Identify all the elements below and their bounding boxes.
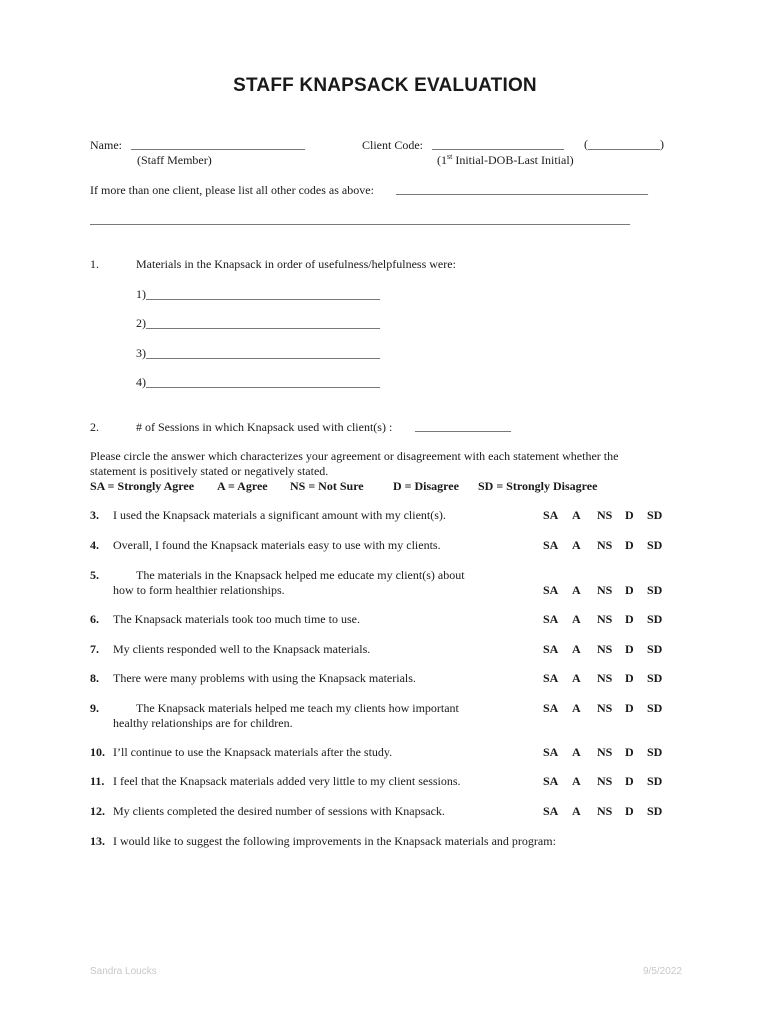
- legend-strongly-disagree: SD = Strongly Disagree: [478, 479, 598, 493]
- scale-option-sa[interactable]: SA: [543, 642, 559, 656]
- scale-option-sd[interactable]: SD: [647, 745, 663, 759]
- scale-option-a[interactable]: A: [572, 745, 581, 759]
- statement-number: 3.: [90, 508, 99, 522]
- client-code-blank[interactable]: ______________________: [432, 137, 564, 151]
- scale-option-sd[interactable]: SD: [647, 508, 663, 522]
- scale-option-sa[interactable]: SA: [543, 701, 559, 715]
- client-code-label: Client Code:: [362, 138, 423, 152]
- question-2-text: # of Sessions in which Knapsack used with client(s) :: [136, 420, 393, 434]
- legend-not-sure: NS = Not Sure: [290, 479, 364, 493]
- scale-option-d[interactable]: D: [625, 508, 634, 522]
- instructions-line-2: statement is positively stated or negatively stated.: [90, 464, 329, 478]
- legend-agree: A = Agree: [217, 479, 268, 493]
- material-line-1[interactable]: 1)_______________________________________: [136, 287, 380, 301]
- other-clients-line[interactable]: __________________________________________________________________________________________: [90, 212, 630, 226]
- statement-number: 5.: [90, 568, 99, 582]
- statement-text-continued: healthy relationships are for children.: [113, 716, 293, 730]
- scale-option-sa[interactable]: SA: [543, 774, 559, 788]
- scale-option-a[interactable]: A: [572, 774, 581, 788]
- statement-text: I used the Knapsack materials a significant amount with my client(s).: [113, 508, 446, 522]
- scale-option-ns[interactable]: NS: [597, 774, 613, 788]
- statement-text: My clients completed the desired number of sessions with Knapsack.: [113, 804, 445, 818]
- scale-option-a[interactable]: A: [572, 701, 581, 715]
- scale-option-sd[interactable]: SD: [647, 804, 663, 818]
- statement-text: Overall, I found the Knapsack materials easy to use with my clients.: [113, 538, 441, 552]
- page-title: STAFF KNAPSACK EVALUATION: [233, 75, 537, 96]
- scale-option-a[interactable]: A: [572, 612, 581, 626]
- statement-number: 4.: [90, 538, 99, 552]
- legend-strongly-agree: SA = Strongly Agree: [90, 479, 195, 493]
- instructions-line-1: Please circle the answer which characterizes your agreement or disagreement with each statement whether the: [90, 449, 619, 463]
- statement-text: I feel that the Knapsack materials added very little to my client sessions.: [113, 774, 461, 788]
- statement-number: 7.: [90, 642, 99, 656]
- question-1-text: Materials in the Knapsack in order of usefulness/helpfulness were:: [136, 257, 456, 271]
- question-1-number: 1.: [90, 257, 99, 271]
- statement-text: My clients responded well to the Knapsack materials.: [113, 642, 371, 656]
- scale-option-a[interactable]: A: [572, 671, 581, 685]
- scale-option-sd[interactable]: SD: [647, 701, 663, 715]
- question-13-number: 13.: [90, 834, 105, 848]
- name-label: Name:: [90, 138, 122, 152]
- scale-option-d[interactable]: D: [625, 774, 634, 788]
- footer-date: 9/5/2022: [643, 966, 682, 977]
- scale-option-ns[interactable]: NS: [597, 701, 613, 715]
- footer-author: Sandra Loucks: [90, 966, 157, 977]
- client-code-sublabel: (1st Initial-DOB-Last Initial): [437, 152, 574, 167]
- statement-text: The materials in the Knapsack helped me educate my client(s) about: [136, 568, 465, 582]
- scale-option-ns[interactable]: NS: [597, 671, 613, 685]
- statement-number: 11.: [90, 774, 105, 788]
- scale-option-a[interactable]: A: [572, 508, 581, 522]
- scale-option-sa[interactable]: SA: [543, 508, 559, 522]
- scale-option-d[interactable]: D: [625, 745, 634, 759]
- statement-text: The Knapsack materials helped me teach my clients how important: [136, 701, 459, 715]
- scale-option-d[interactable]: D: [625, 538, 634, 552]
- scale-option-d[interactable]: D: [625, 642, 634, 656]
- scale-option-a[interactable]: A: [572, 804, 581, 818]
- scale-option-ns[interactable]: NS: [597, 538, 613, 552]
- legend-disagree: D = Disagree: [393, 479, 459, 493]
- scale-option-a[interactable]: A: [572, 642, 581, 656]
- scale-option-ns[interactable]: NS: [597, 508, 613, 522]
- material-line-2[interactable]: 2)_______________________________________: [136, 316, 380, 330]
- statement-number: 12.: [90, 804, 105, 818]
- other-clients-label: If more than one client, please list all other codes as above:: [90, 183, 374, 197]
- scale-option-d[interactable]: D: [625, 701, 634, 715]
- scale-option-ns[interactable]: NS: [597, 642, 613, 656]
- scale-option-sd[interactable]: SD: [647, 612, 663, 626]
- statement-number: 9.: [90, 701, 99, 715]
- scale-option-d[interactable]: D: [625, 671, 634, 685]
- sessions-blank[interactable]: ________________: [415, 419, 511, 433]
- scale-option-sa[interactable]: SA: [543, 671, 559, 685]
- scale-option-ns[interactable]: NS: [597, 804, 613, 818]
- scale-option-sd[interactable]: SD: [647, 671, 663, 685]
- scale-option-d[interactable]: D: [625, 612, 634, 626]
- question-13-text: I would like to suggest the following improvements in the Knapsack materials and program:: [113, 834, 556, 848]
- name-sublabel: (Staff Member): [137, 153, 212, 167]
- scale-option-sd[interactable]: SD: [647, 642, 663, 656]
- client-code-paren-blank[interactable]: (____________): [584, 137, 664, 151]
- scale-option-sa[interactable]: SA: [543, 583, 559, 597]
- question-2-number: 2.: [90, 420, 99, 434]
- material-line-4[interactable]: 4)_______________________________________: [136, 375, 380, 389]
- scale-option-sd[interactable]: SD: [647, 583, 663, 597]
- scale-option-ns[interactable]: NS: [597, 612, 613, 626]
- statement-number: 10.: [90, 745, 105, 759]
- scale-option-sd[interactable]: SD: [647, 774, 663, 788]
- scale-option-d[interactable]: D: [625, 583, 634, 597]
- scale-option-a[interactable]: A: [572, 583, 581, 597]
- scale-option-sa[interactable]: SA: [543, 538, 559, 552]
- scale-option-sa[interactable]: SA: [543, 745, 559, 759]
- statement-text: I’ll continue to use the Knapsack materials after the study.: [113, 745, 393, 759]
- material-line-3[interactable]: 3)_______________________________________: [136, 346, 380, 360]
- statement-number: 8.: [90, 671, 99, 685]
- scale-option-sd[interactable]: SD: [647, 538, 663, 552]
- other-clients-blank[interactable]: __________________________________________: [396, 182, 648, 196]
- scale-option-a[interactable]: A: [572, 538, 581, 552]
- statement-text-continued: how to form healthier relationships.: [113, 583, 285, 597]
- statement-number: 6.: [90, 612, 99, 626]
- scale-option-d[interactable]: D: [625, 804, 634, 818]
- scale-option-sa[interactable]: SA: [543, 804, 559, 818]
- scale-option-ns[interactable]: NS: [597, 583, 613, 597]
- scale-option-sa[interactable]: SA: [543, 612, 559, 626]
- name-blank[interactable]: _____________________________: [131, 137, 305, 151]
- scale-option-ns[interactable]: NS: [597, 745, 613, 759]
- statement-text: There were many problems with using the Knapsack materials.: [113, 671, 416, 685]
- statement-text: The Knapsack materials took too much time to use.: [113, 612, 360, 626]
